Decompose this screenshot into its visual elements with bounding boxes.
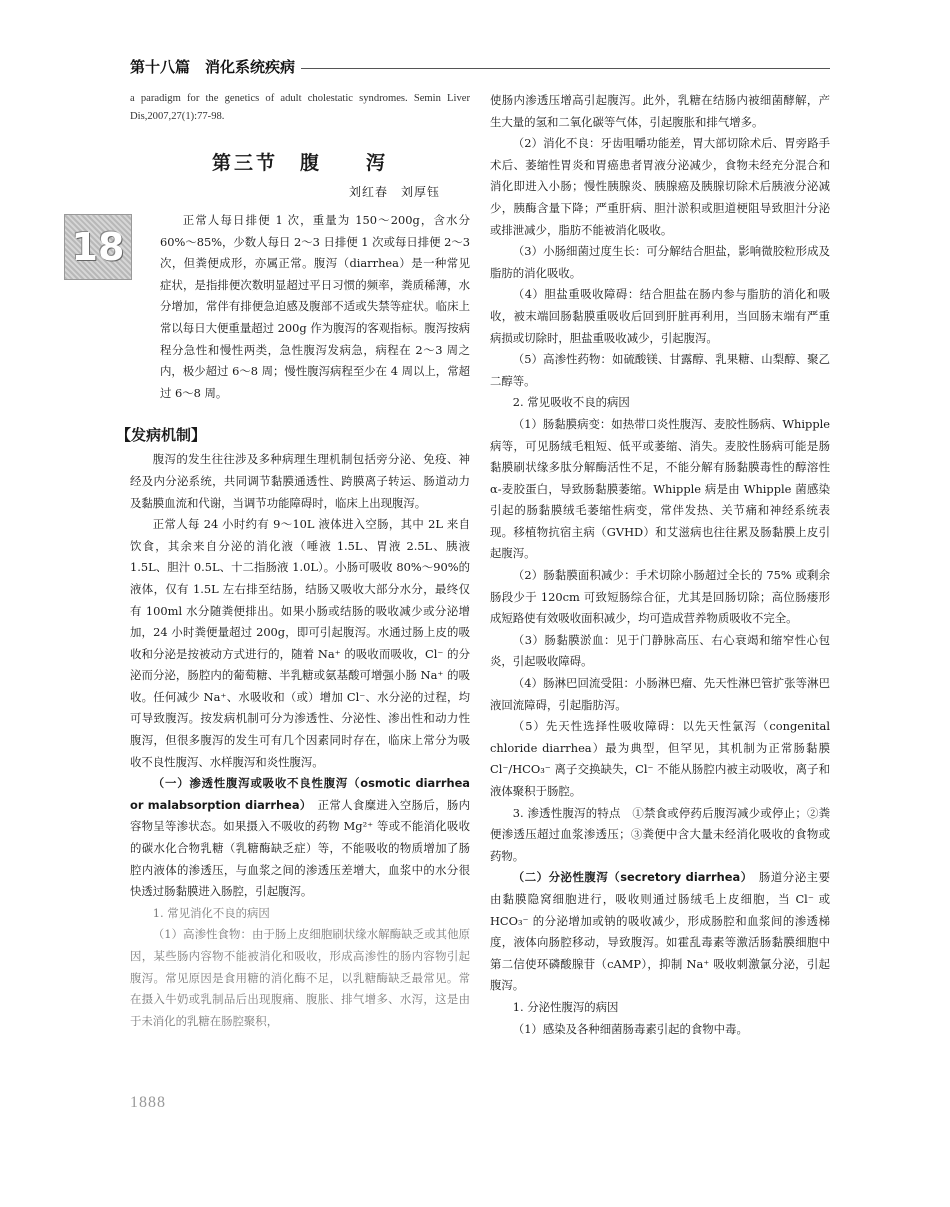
paragraph: 正常人每 24 小时约有 9～10L 液体进入空肠，其中 2L 来自饮食，其余来自分泌的消化液（唾液 1.5L、胃液 2.5L、胰液 1.5L、胆汁 0.5L、十二指肠液 1.0L）。小肠可吸收 80%～90%的液体，仅有 1.5L 左右排至结肠，结肠又吸收大部分水分，最终仅有 100ml 水分随粪便排出。如果小肠或结肠的吸收减少或分泌增加，24 小时粪便量超过 200g，即可引起腹泻。水通过肠上皮的吸收和分泌是按被动方式进行的，随着 Na⁺ 的吸收而吸收，Cl⁻ 的分泌而分泌，肠腔内的葡萄糖、半乳糖或氨基酸可增强小肠 Na⁺ 的吸收。任何减少 Na⁺、水吸收和（或）增加 Cl⁻、水分泌的过程，均可导致腹泻。按发病机制可分为渗透性、分泌性、渗出性和动力性腹泻，但很多腹泻的发生可有几个因素同时存在，临床上常分为吸收不良性腹泻、水样腹泻和炎性腹泻。 — [130, 517, 470, 769]
section-title: 第三节 腹 泻 — [211, 152, 388, 174]
paragraph: （1）感染及各种细菌肠毒素引起的食物中毒。 — [512, 1021, 748, 1036]
authors: 刘红春 刘厚钰 — [348, 185, 440, 199]
paragraph: 3. 渗透性腹泻的特点 ①禁食或停药后腹泻减少或停止；②粪便渗透压超过血浆渗透压；③粪便中含大量未经消化吸收的食物或药物。 — [490, 805, 830, 863]
intro-paragraph: 正常人每日排便 1 次，重量为 150～200g，含水分 60%～85%，少数人每日 2～3 日排便 1 次或每日排便 2～3 次，但粪便成形，亦属正常。腹泻（diarrhea）是一种常见症状，是指排便次数明显超过平日习惯的频率，粪质稀薄，水分增加，常伴有排便急迫感及腹部不适或失禁等症状。临床上常以每日大便重量超过 200g 作为腹泻的客观指标。腹泻按病程分急性和慢性两类，急性腹泻发病急，病程在 2～3 周之内，极少超过 6～8 周；慢性腹泻病程至少在 4 周以上，常超过 6～8 周。 — [160, 213, 471, 400]
paragraph: （2）消化不良：牙齿咀嚼功能差，胃大部切除术后、胃旁路手术后、萎缩性胃炎和胃癌患者胃液分泌减少，食物未经充分混合和消化即进入小肠；慢性胰腺炎、胰腺癌及胰腺切除术后胰液分泌减少，胰酶含量下降；严重肝病、胆汁淤积或胆道梗阻导致胆汁分泌或排泄减少，脂肪不能被消化吸收。 — [490, 136, 830, 237]
paragraph: （1）肠黏膜病变：如热带口炎性腹泻、麦胶性肠病、Whipple 病等，可见肠绒毛粗短、低平或萎缩、消失。麦胶性肠病可能是肠黏膜刷状缘多肽分解酶活性不足，不能分解有肠黏膜毒性的醇溶性 α-麦胶蛋白，导致肠黏膜萎缩。Whipple 病是由 Whipple 菌感染引起的肠黏膜绒毛萎缩性病变，常伴发热、关节痛和神经系统表现。移植物抗宿主病（GVHD）和艾滋病也往往累及肠黏膜上皮引起腹泻。 — [490, 416, 830, 561]
paragraph: （2）肠黏膜面积减少：手术切除小肠超过全长的 75% 或剩余肠段少于 120cm 可致短肠综合征，尤其是回肠切除；高位肠瘘形成短路使有效吸收面积减少，均可造成营养物质吸收不完全。 — [490, 568, 830, 626]
paragraph: 使肠内渗透压增高引起腹泻。此外，乳糖在结肠内被细菌酵解，产生大量的氢和二氧化碳等气体，引起腹胀和排气增多。 — [490, 93, 830, 129]
running-header — [130, 54, 830, 78]
paragraph: 2. 常见吸收不良的病因 — [512, 395, 630, 410]
heading-pathogenesis: 【发病机制】 — [116, 426, 207, 445]
paragraph — [130, 773, 470, 903]
intro-block — [71, 210, 471, 404]
running-header-title: 第十八篇 消化系统疾病 — [130, 57, 296, 76]
paragraph: （4）胆盐重吸收障碍：结合胆盐在肠内参与脂肪的消化和吸收，被末端回肠黏膜重吸收后回到肝脏再利用，当回肠末端有严重病损或切除时，胆盐重吸收减少，引起腹泻。 — [490, 287, 830, 345]
paragraph: （3）肠黏膜淤血：见于门静脉高压、右心衰竭和缩窄性心包炎，引起吸收障碍。 — [490, 632, 830, 669]
paragraph: （1）高渗性食物：由于肠上皮细胞刷状缘水解酶缺乏或其他原因，某些肠内容物不能被消化和吸收，形成高渗性的肠内容物引起腹泻。常见原因是食用糖的消化酶不足，以乳糖酶缺乏最常见。常在摄入牛奶或乳制品后出现腹痛、腹胀、排气增多、水泻，这是由于未消化的乳糖在肠腔聚积， — [130, 927, 470, 1028]
page-number: 1888 — [130, 1094, 166, 1111]
header-rule — [301, 68, 830, 69]
reference-continuation: a paradigm for the genetics of adult cholestatic syndromes. Semin Liver Dis,2007,27(1):77-98. — [130, 93, 470, 122]
paragraph: （3）小肠细菌过度生长：可分解结合胆盐，影响微胶粒形成及脂肪的消化吸收。 — [490, 244, 830, 280]
paragraph — [490, 867, 830, 997]
subheading-secretory: （二）分泌性腹泻（secretory diarrhea） — [512, 870, 747, 885]
paragraph: 腹泻的发生往往涉及多种病理生理机制包括旁分泌、免疫、神经及内分泌系统，共同调节黏膜通透性、跨膜离子转运、肠道动力及黏膜血流和代谢，当调节功能障碍时，临床上出现腹泻。 — [130, 452, 470, 510]
subheading-osmotic: （一）渗透性腹泻或吸收不良性腹泻（osmotic diarrhea or malabsorption diarrhea） — [130, 776, 470, 812]
chapter-number-tab — [64, 214, 132, 280]
paragraph: （4）肠淋巴回流受阻：小肠淋巴瘤、先天性淋巴管扩张等淋巴液回流障碍，引起脂肪泻。 — [490, 676, 830, 712]
paragraph: （5）先天性选择性吸收障碍：以先天性氯泻（congenital chloride diarrhea）最为典型，但罕见，其机制为正常肠黏膜 Cl⁻/HCO₃⁻ 离子交换缺失，Cl⁻ 不能从肠腔内被主动吸收，离子和液体聚积于肠腔。 — [490, 719, 830, 798]
chapter-number: 18 — [71, 225, 125, 269]
right-column — [490, 90, 830, 1040]
paragraph: （5）高渗性药物：如硫酸镁、甘露醇、乳果糖、山梨醇、聚乙二醇等。 — [490, 352, 830, 388]
paragraph-body: 正常人食糜进入空肠后，肠内容物呈等渗状态。如果摄入不吸收的药物 Mg²⁺ 等或不能消化吸收的碳水化合物乳糖（乳糖酶缺乏症）等，不能吸收的物质增加了肠腔内液体的渗透压，与血浆之间的渗透压差增大，血浆中的水分很快透过肠黏膜进入肠腔，引起腹泻。 — [130, 797, 470, 899]
left-column — [71, 90, 471, 1032]
paragraph-body: 肠道分泌主要由黏膜隐窝细胞进行，吸收则通过肠绒毛上皮细胞，当 Cl⁻ 或 HCO₃⁻ 的分泌增加或钠的吸收减少，形成肠腔和血浆间的渗透梯度，液体向肠腔移动，导致腹泻。如霍乱毒素等激活肠黏膜细胞中第二信使环磷酸腺苷（cAMP），抑制 Na⁺ 吸收刺激氯分泌，引起腹泻。 — [490, 870, 830, 993]
paragraph: 1. 分泌性腹泻的病因 — [512, 999, 619, 1014]
paragraph: 1. 常见消化不良的病因 — [152, 905, 270, 920]
